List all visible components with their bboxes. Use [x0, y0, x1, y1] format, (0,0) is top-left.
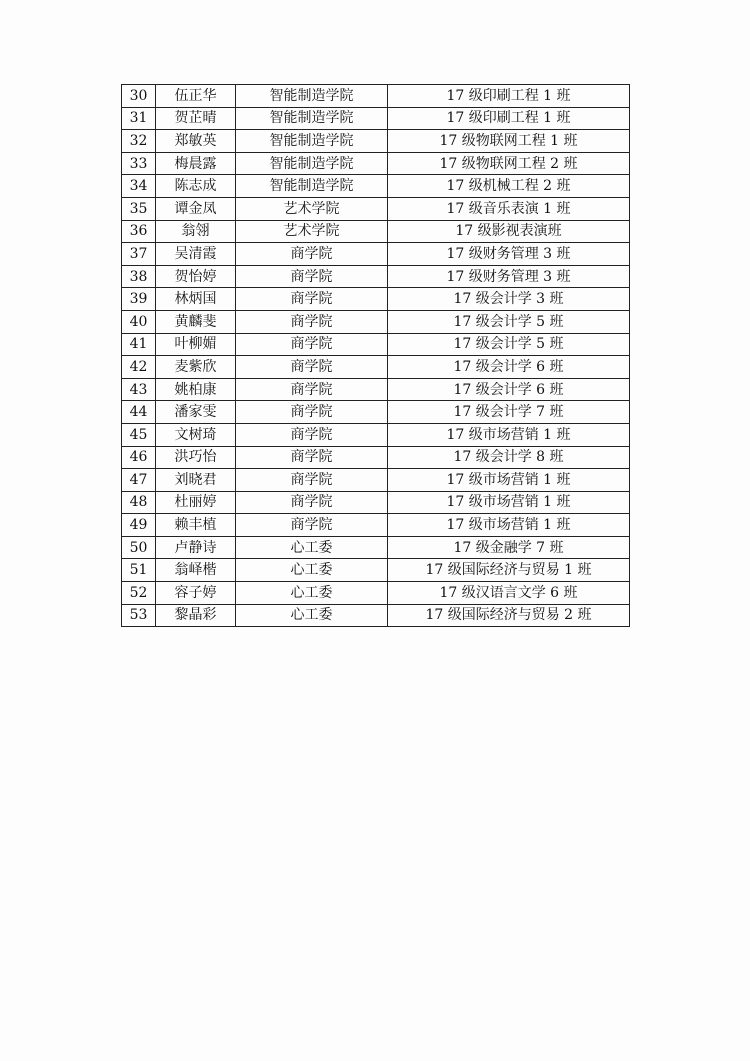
student-name-cell: 贺怡婷: [156, 265, 236, 288]
row-number-cell: 38: [122, 265, 156, 288]
student-name-cell: 伍正华: [156, 85, 236, 108]
row-number-cell: 40: [122, 310, 156, 333]
college-cell: 智能制造学院: [236, 85, 388, 108]
table-row: [122, 401, 630, 424]
class-cell: 17 级会计学 3 班: [388, 288, 630, 311]
table-row: [122, 536, 630, 559]
college-cell: 商学院: [236, 310, 388, 333]
row-number-cell: 52: [122, 582, 156, 605]
class-cell: 17 级印刷工程 1 班: [388, 85, 630, 108]
student-name-cell: 贺芷晴: [156, 107, 236, 130]
table-row: [122, 423, 630, 446]
college-cell: 商学院: [236, 378, 388, 401]
table-row: [122, 378, 630, 401]
student-name-cell: 赖丰植: [156, 514, 236, 537]
student-name-cell: 麦紫欣: [156, 356, 236, 379]
class-cell: 17 级机械工程 2 班: [388, 175, 630, 198]
class-cell: 17 级财务管理 3 班: [388, 265, 630, 288]
table-row: [122, 333, 630, 356]
college-cell: 智能制造学院: [236, 107, 388, 130]
college-cell: 商学院: [236, 356, 388, 379]
row-number-cell: 39: [122, 288, 156, 311]
student-name-cell: 叶柳媚: [156, 333, 236, 356]
table-row: [122, 491, 630, 514]
college-cell: 心工委: [236, 604, 388, 627]
student-name-cell: 谭金凤: [156, 197, 236, 220]
class-cell: 17 级物联网工程 1 班: [388, 130, 630, 153]
row-number-cell: 47: [122, 469, 156, 492]
class-cell: 17 级音乐表演 1 班: [388, 197, 630, 220]
college-cell: 商学院: [236, 265, 388, 288]
class-cell: 17 级物联网工程 2 班: [388, 152, 630, 175]
table-row: [122, 243, 630, 266]
row-number-cell: 34: [122, 175, 156, 198]
college-cell: 心工委: [236, 582, 388, 605]
college-cell: 艺术学院: [236, 197, 388, 220]
row-number-cell: 36: [122, 220, 156, 243]
table-row: [122, 107, 630, 130]
row-number-cell: 32: [122, 130, 156, 153]
college-cell: 商学院: [236, 401, 388, 424]
class-cell: 17 级会计学 7 班: [388, 401, 630, 424]
college-cell: 商学院: [236, 491, 388, 514]
college-cell: 智能制造学院: [236, 175, 388, 198]
student-name-cell: 梅晨露: [156, 152, 236, 175]
table-row: [122, 197, 630, 220]
table-row: [122, 310, 630, 333]
student-name-cell: 卢静诗: [156, 536, 236, 559]
student-name-cell: 翁峄楷: [156, 559, 236, 582]
table-row: [122, 85, 630, 108]
class-cell: 17 级影视表演班: [388, 220, 630, 243]
row-number-cell: 37: [122, 243, 156, 266]
row-number-cell: 33: [122, 152, 156, 175]
class-cell: 17 级会计学 5 班: [388, 333, 630, 356]
college-cell: 商学院: [236, 243, 388, 266]
college-cell: 智能制造学院: [236, 152, 388, 175]
table-row: [122, 175, 630, 198]
row-number-cell: 31: [122, 107, 156, 130]
college-cell: 商学院: [236, 469, 388, 492]
row-number-cell: 30: [122, 85, 156, 108]
class-cell: 17 级市场营销 1 班: [388, 514, 630, 537]
college-cell: 商学院: [236, 423, 388, 446]
student-name-cell: 翁翎: [156, 220, 236, 243]
student-name-cell: 刘晓君: [156, 469, 236, 492]
table-row: [122, 446, 630, 469]
college-cell: 心工委: [236, 559, 388, 582]
row-number-cell: 41: [122, 333, 156, 356]
table-row: [122, 582, 630, 605]
student-name-cell: 姚柏康: [156, 378, 236, 401]
class-cell: 17 级国际经济与贸易 1 班: [388, 559, 630, 582]
table-row: [122, 152, 630, 175]
table-row: [122, 220, 630, 243]
row-number-cell: 46: [122, 446, 156, 469]
row-number-cell: 42: [122, 356, 156, 379]
student-name-cell: 洪巧怡: [156, 446, 236, 469]
row-number-cell: 51: [122, 559, 156, 582]
table-row: [122, 604, 630, 627]
class-cell: 17 级会计学 6 班: [388, 356, 630, 379]
class-cell: 17 级会计学 6 班: [388, 378, 630, 401]
class-cell: 17 级市场营销 1 班: [388, 423, 630, 446]
college-cell: 商学院: [236, 288, 388, 311]
student-name-cell: 杜丽婷: [156, 491, 236, 514]
table-row: [122, 288, 630, 311]
table-row: [122, 514, 630, 537]
college-cell: 商学院: [236, 446, 388, 469]
college-cell: 心工委: [236, 536, 388, 559]
row-number-cell: 53: [122, 604, 156, 627]
table-row: [122, 559, 630, 582]
college-cell: 智能制造学院: [236, 130, 388, 153]
class-cell: 17 级汉语言文学 6 班: [388, 582, 630, 605]
college-cell: 商学院: [236, 333, 388, 356]
student-name-cell: 潘家雯: [156, 401, 236, 424]
class-cell: 17 级国际经济与贸易 2 班: [388, 604, 630, 627]
student-roster-table: [121, 84, 630, 627]
class-cell: 17 级会计学 5 班: [388, 310, 630, 333]
student-name-cell: 黄麟斐: [156, 310, 236, 333]
student-name-cell: 文树琦: [156, 423, 236, 446]
college-cell: 艺术学院: [236, 220, 388, 243]
roster-body: [122, 85, 630, 627]
student-name-cell: 容子婷: [156, 582, 236, 605]
class-cell: 17 级市场营销 1 班: [388, 491, 630, 514]
table-row: [122, 130, 630, 153]
class-cell: 17 级会计学 8 班: [388, 446, 630, 469]
row-number-cell: 43: [122, 378, 156, 401]
row-number-cell: 48: [122, 491, 156, 514]
table-row: [122, 265, 630, 288]
class-cell: 17 级印刷工程 1 班: [388, 107, 630, 130]
student-name-cell: 林炳国: [156, 288, 236, 311]
student-name-cell: 吴清霞: [156, 243, 236, 266]
student-name-cell: 黎晶彩: [156, 604, 236, 627]
class-cell: 17 级金融学 7 班: [388, 536, 630, 559]
row-number-cell: 35: [122, 197, 156, 220]
table-row: [122, 356, 630, 379]
class-cell: 17 级财务管理 3 班: [388, 243, 630, 266]
student-name-cell: 陈志成: [156, 175, 236, 198]
row-number-cell: 50: [122, 536, 156, 559]
class-cell: 17 级市场营销 1 班: [388, 469, 630, 492]
table-row: [122, 469, 630, 492]
row-number-cell: 45: [122, 423, 156, 446]
row-number-cell: 44: [122, 401, 156, 424]
student-name-cell: 郑敏英: [156, 130, 236, 153]
row-number-cell: 49: [122, 514, 156, 537]
college-cell: 商学院: [236, 514, 388, 537]
